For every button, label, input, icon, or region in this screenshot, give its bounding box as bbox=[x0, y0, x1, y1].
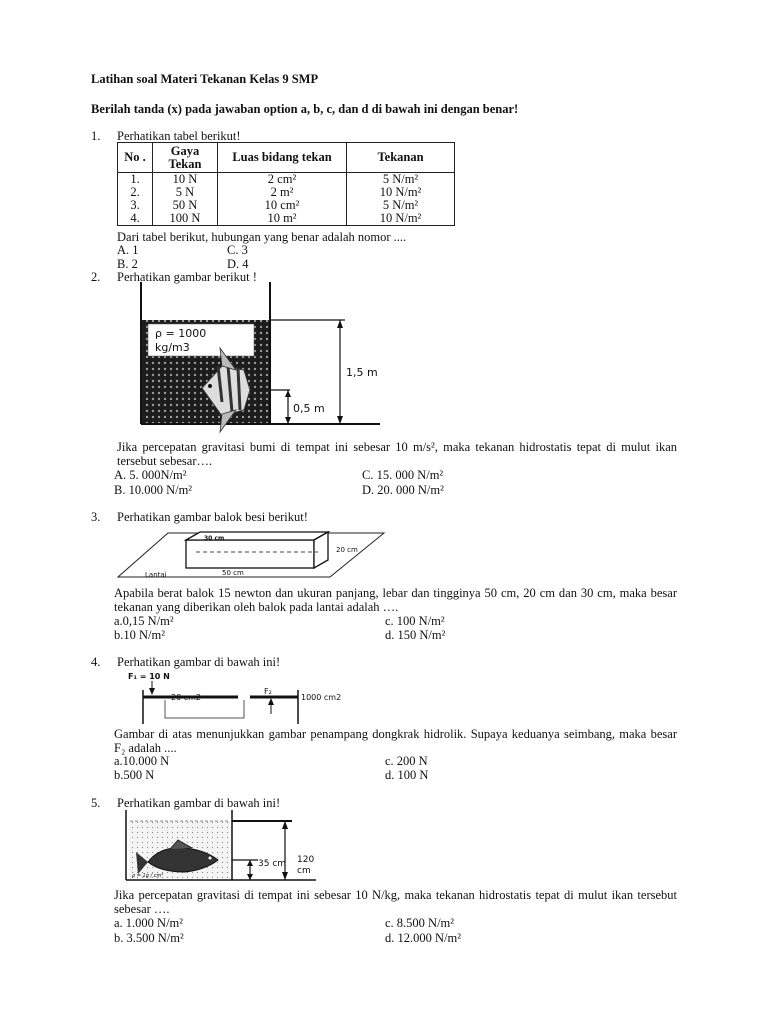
table-cell: 5 N/m² bbox=[347, 199, 455, 212]
q1-option-c[interactable]: C. 3 bbox=[227, 243, 248, 257]
table-cell: 2 m² bbox=[218, 186, 347, 199]
table-header: Gaya Tekan bbox=[153, 143, 218, 173]
q4-a1-label: 20 cm2 bbox=[171, 693, 202, 702]
q2-option-b[interactable]: B. 10.000 N/m² bbox=[114, 483, 193, 497]
table-cell: 5 N bbox=[153, 186, 218, 199]
q3-number: 3. bbox=[91, 510, 101, 524]
q1-option-d[interactable]: D. 4 bbox=[227, 257, 249, 271]
table-cell: 50 N bbox=[153, 199, 218, 212]
q1-option-b[interactable]: B. 2 bbox=[117, 257, 138, 271]
q2-prompt: Perhatikan gambar berikut ! bbox=[117, 270, 257, 284]
q2-height-fish: 0,5 m bbox=[293, 402, 325, 415]
q5-question: Jika percepatan gravitasi di tempat ini sebesar 10 N/kg, maka tekanan hidrostatis tepat di mulut ikan tersebut sebesar …. bbox=[114, 888, 677, 916]
q3-floor-label: Lantai bbox=[145, 571, 167, 579]
q4-f2-label: F₂ bbox=[264, 687, 272, 696]
table-header: No . bbox=[118, 143, 153, 173]
q4-f1-label: F₁ = 10 N bbox=[128, 672, 170, 681]
q3-question: Apabila berat balok 15 newton dan ukuran panjang, lebar dan tingginya 50 cm, 20 cm dan 30 cm, maka besar tekanan yang diberikan oleh balok pada lantai adalah …. bbox=[114, 586, 677, 614]
q5-height-total-2: cm bbox=[297, 866, 311, 876]
q4-number: 4. bbox=[91, 655, 101, 669]
q5-prompt: Perhatikan gambar di bawah ini! bbox=[117, 796, 281, 810]
q2-number: 2. bbox=[91, 270, 101, 284]
q4-option-b[interactable]: b.500 N bbox=[114, 768, 155, 782]
q2-option-d[interactable]: D. 20. 000 N/m² bbox=[362, 483, 444, 497]
q3-dim-50cm: 50 cm bbox=[222, 569, 244, 577]
q4-question: Gambar di atas menunjukkan gambar penampang dongkrak hidrolik. Supaya keduanya seimbang, maka besar F₂ adalah .... bbox=[114, 727, 677, 755]
table-cell: 3. bbox=[118, 199, 153, 212]
q3-option-b[interactable]: b.10 N/m² bbox=[114, 628, 165, 642]
q4-prompt: Perhatikan gambar di bawah ini! bbox=[117, 655, 281, 669]
page-title: Latihan soal Materi Tekanan Kelas 9 SMP bbox=[91, 72, 319, 86]
q2-density-line2: kg/m3 bbox=[155, 341, 190, 354]
q4-option-d[interactable]: d. 100 N bbox=[385, 768, 429, 782]
q5-height-fish: 35 cm bbox=[258, 859, 287, 869]
q4-option-a[interactable]: a.10.000 N bbox=[114, 754, 170, 768]
q2-option-a[interactable]: A. 5. 000N/m² bbox=[114, 468, 187, 482]
q3-option-a[interactable]: a.0,15 N/m² bbox=[114, 614, 174, 628]
q5-density: ρ = 1g / cm³ bbox=[132, 873, 164, 879]
table-cell: 10 N/m² bbox=[347, 186, 455, 199]
q5-option-d[interactable]: d. 12.000 N/m² bbox=[385, 931, 461, 945]
table-cell: 5 N/m² bbox=[347, 173, 455, 187]
q2-question: Jika percepatan gravitasi bumi di tempat ini sebesar 10 m/s², maka tekanan hidrostatis tepat di mulut ikan tersebut sebesar…. bbox=[117, 440, 677, 468]
q1-number: 1. bbox=[91, 129, 101, 143]
table-header: Tekanan bbox=[347, 143, 455, 173]
table-cell: 10 N/m² bbox=[347, 212, 455, 226]
q5-height-total-1: 120 bbox=[297, 855, 315, 865]
q4-a2-label: 1000 cm2 bbox=[301, 693, 342, 702]
table-cell: 4. bbox=[118, 212, 153, 226]
q2-density-line1: ρ = 1000 bbox=[155, 327, 207, 340]
q3-option-c[interactable]: c. 100 N/m² bbox=[385, 614, 445, 628]
q3-prompt: Perhatikan gambar balok besi berikut! bbox=[117, 510, 308, 524]
q2-option-c[interactable]: C. 15. 000 N/m² bbox=[362, 468, 444, 482]
q4-option-c[interactable]: c. 200 N bbox=[385, 754, 428, 768]
q1-prompt: Perhatikan tabel berikut! bbox=[117, 129, 241, 143]
q1-option-a[interactable]: A. 1 bbox=[117, 243, 139, 257]
instruction: Berilah tanda (x) pada jawaban option a, b, c, dan d di bawah ini dengan benar! bbox=[91, 102, 519, 116]
table-cell: 10 cm² bbox=[218, 199, 347, 212]
table-cell: 10 m² bbox=[218, 212, 347, 226]
q5-number: 5. bbox=[91, 796, 101, 810]
q3-dim-30cm: 30 cm bbox=[204, 535, 225, 542]
q5-option-c[interactable]: c. 8.500 N/m² bbox=[385, 916, 455, 930]
table-cell: 2. bbox=[118, 186, 153, 199]
q3-option-d[interactable]: d. 150 N/m² bbox=[385, 628, 446, 642]
q3-dim-20cm: 20 cm bbox=[336, 546, 358, 554]
table-cell: 2 cm² bbox=[218, 173, 347, 187]
q2-height-total: 1,5 m bbox=[346, 366, 378, 379]
table-cell: 100 N bbox=[153, 212, 218, 226]
table-cell: 10 N bbox=[153, 173, 218, 187]
table-header: Luas bidang tekan bbox=[218, 143, 347, 173]
q1-question: Dari tabel berikut, hubungan yang benar adalah nomor .... bbox=[117, 230, 407, 244]
q5-option-a[interactable]: a. 1.000 N/m² bbox=[114, 916, 184, 930]
table-cell: 1. bbox=[118, 173, 153, 187]
q5-option-b[interactable]: b. 3.500 N/m² bbox=[114, 931, 184, 945]
